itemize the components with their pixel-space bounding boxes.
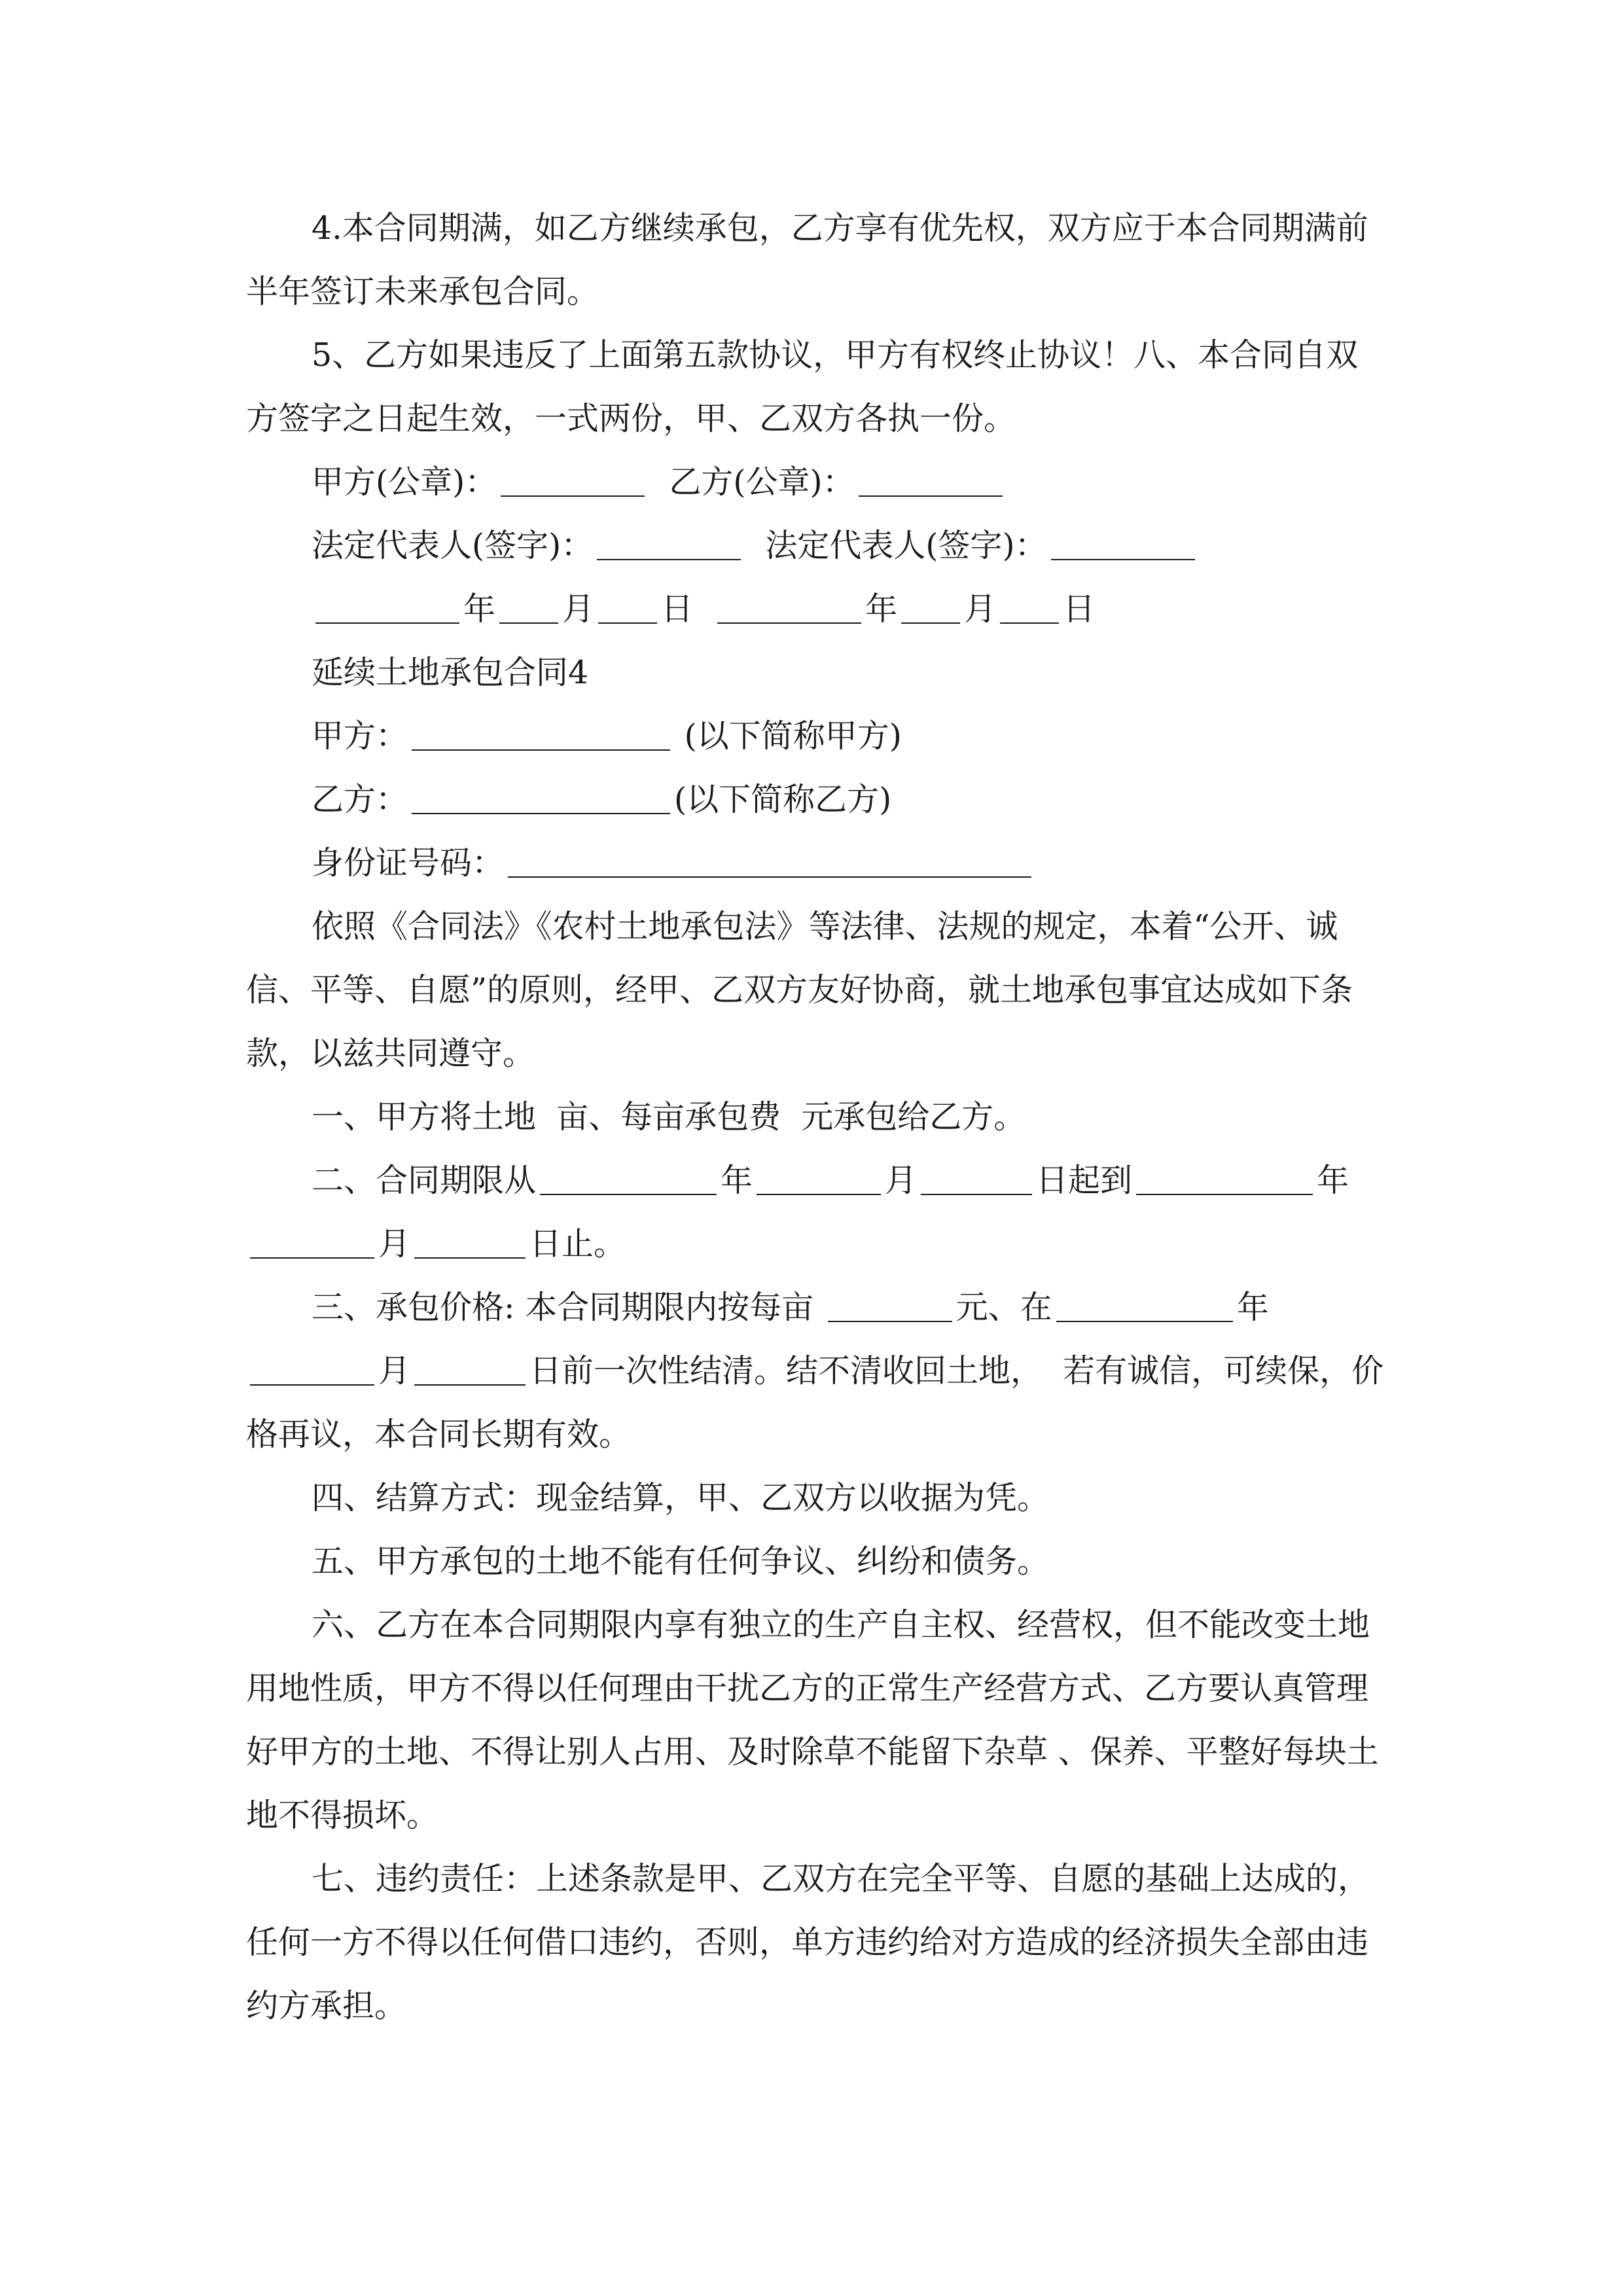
party-b-label: 乙方： (312, 781, 408, 818)
legal-rep-line (246, 514, 1385, 577)
contract-title: 延续土地承包合同4 (312, 654, 589, 691)
clause-2-month-blank (757, 1153, 881, 1195)
clause-3-year: 年 (1236, 1289, 1269, 1326)
clause-3-price-blank (828, 1280, 952, 1322)
clause-2-day2-blank (414, 1217, 526, 1259)
date-b-day-blank (1000, 582, 1059, 624)
party-a-seal-blank (501, 455, 645, 497)
clause-6: 六、乙方在本合同期限内享有独立的生产自主权、经营权，但不能改变土地用地性质，甲方不得以任何理由干扰乙方的正常生产经营方式、乙方要认真管理好甲方的土地、不得让别人占用、及时除草不能留下杂草 、保养、平整好每块土地不得损坏。 (246, 1606, 1379, 1834)
id-number-label: 身份证号码： (312, 844, 505, 882)
clause-4: 四、结算方式：现金结算，甲、乙双方以收据为凭。 (312, 1479, 1050, 1516)
date-b-year-blank (717, 582, 861, 624)
id-number-blank (508, 836, 1031, 878)
clause-7: 七、违约责任：上述条款是甲、乙双方在完全平等、自愿的基础上达成的，任何一方不得以任何借口违约，否则，单方违约给对方造成的经济损失全部由违约方承担。 (246, 1860, 1370, 2024)
id-number-line (246, 831, 1385, 895)
date-b-month-blank (901, 582, 960, 624)
clause-2-month2-blank (250, 1217, 374, 1259)
paragraph-renewal-priority: 4.本合同期满，如乙方继续承包，乙方享有优先权，双方应于本合同期满前半年签订未来承包合同。 (246, 209, 1368, 310)
party-a-blank (412, 709, 670, 751)
clause-2-year: 年 (721, 1162, 753, 1199)
date-a-month: 月 (562, 590, 595, 628)
date-a-day: 日 (661, 590, 694, 628)
date-a-day-blank (598, 582, 657, 624)
contract-preamble: 依照《合同法》《农村土地承包法》等法律、法规的规定，本着“公开、诚信、平等、自愿”的原则，经甲、乙双方友好协商，就土地承包事宜达成如下条款，以兹共同遵守。 (246, 908, 1353, 1072)
clause-2-day-end: 日止。 (529, 1225, 626, 1263)
clause-3-month: 月 (378, 1352, 411, 1390)
clause-3-day-blank (414, 1344, 526, 1386)
clause-2-year2: 年 (1317, 1162, 1349, 1199)
date-b-day: 日 (1063, 590, 1096, 628)
clause-3-month-blank (250, 1344, 374, 1386)
date-a-year: 年 (463, 590, 496, 628)
paragraph-termination-effect: 5、乙方如果违反了上面第五款协议，甲方有权终止协议！八、本合同自双方签字之日起生效，一式两份，甲、乙双方各执一份。 (246, 336, 1359, 437)
legal-rep-b-label: 法定代表人(签字)： (765, 527, 1047, 564)
clause-1: 一、甲方将土地 亩、每亩承包费 元承包给乙方。 (312, 1098, 1026, 1136)
party-b-line (246, 768, 1385, 831)
party-b-seal-label: 乙方(公章)： (669, 463, 855, 501)
clause-2-start: 二、合同期限从 (312, 1162, 537, 1199)
date-line (246, 577, 1385, 641)
document-body (246, 196, 1385, 2037)
clause-2-month: 月 (885, 1162, 918, 1199)
legal-rep-a-blank (597, 518, 741, 560)
clause-3-year-blank (1056, 1280, 1233, 1322)
party-b-note: (以下简称乙方) (674, 781, 892, 818)
party-b-seal-blank (859, 455, 1003, 497)
clause-2-day-blank (921, 1153, 1032, 1195)
clause-3-rest: 日前一次性结清。结不清收回土地， 若有诚信，可续保，价格再议，本合同长期有效。 (246, 1352, 1384, 1453)
clause-3 (246, 1276, 1385, 1466)
date-a-year-blank (315, 582, 459, 624)
clause-3-start: 三、承包价格: 本合同期限内按每亩 (312, 1289, 814, 1326)
clause-2-year2-blank (1136, 1153, 1313, 1195)
legal-rep-b-blank (1051, 518, 1195, 560)
date-a-month-blank (499, 582, 558, 624)
party-a-line (246, 704, 1385, 768)
party-a-seal-label: 甲方(公章)： (312, 463, 497, 501)
clause-3-yuan: 元、在 (955, 1289, 1052, 1326)
date-b-year: 年 (865, 590, 898, 628)
seal-line (246, 450, 1385, 514)
clause-2-year-blank (540, 1153, 717, 1195)
date-b-month: 月 (964, 590, 997, 628)
legal-rep-a-label: 法定代表人(签字)： (312, 527, 594, 564)
party-b-blank (412, 772, 670, 814)
clause-5: 五、甲方承包的土地不能有任何争议、纠纷和债务。 (312, 1543, 1050, 1580)
party-a-label: 甲方： (312, 717, 408, 755)
clause-2-day-from: 日起到 (1036, 1162, 1133, 1199)
clause-2 (246, 1149, 1385, 1276)
party-a-note: (以下简称甲方) (684, 717, 902, 755)
clause-2-month2: 月 (378, 1225, 411, 1263)
